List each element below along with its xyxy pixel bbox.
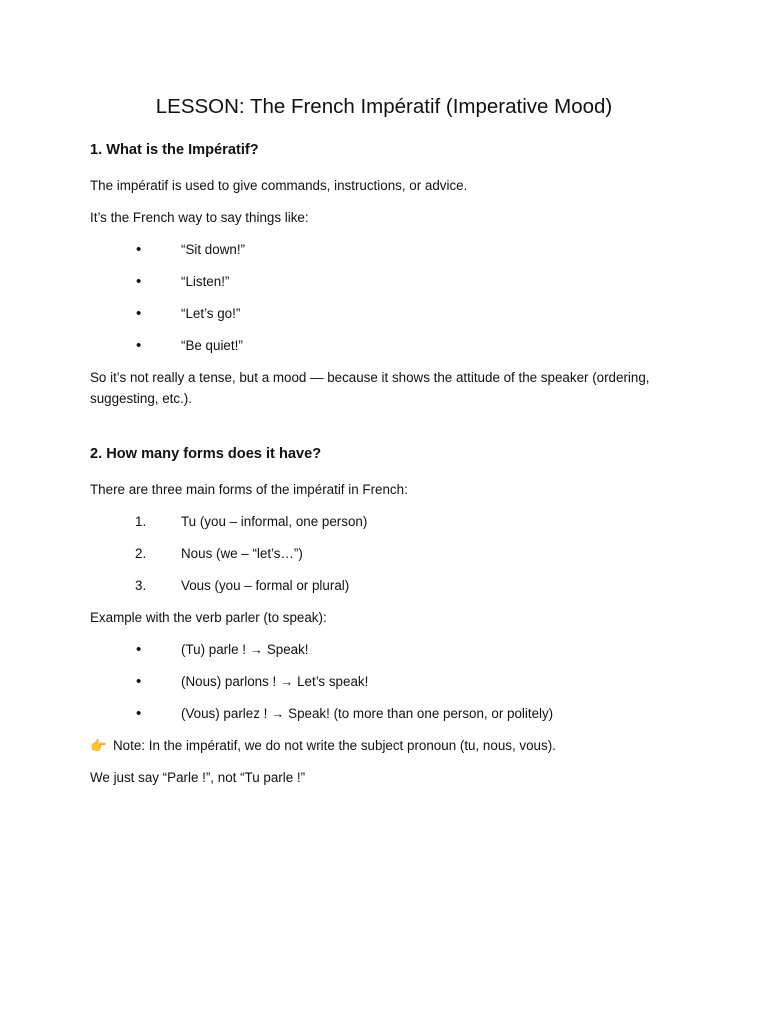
note-followup: We just say “Parle !”, not “Tu parle !” bbox=[90, 770, 306, 785]
list-item-text: “Listen!” bbox=[181, 274, 230, 289]
example-lead: Example with the verb parler (to speak): bbox=[90, 610, 327, 625]
bullet-icon: • bbox=[136, 305, 142, 322]
list-item-text: (Tu) parle ! → Speak! bbox=[181, 642, 309, 657]
list-number: 3. bbox=[135, 578, 147, 593]
list-item bbox=[90, 335, 678, 356]
note-paragraph bbox=[90, 735, 678, 756]
list-item bbox=[90, 303, 678, 324]
section1-lead: It’s the French way to say things like: bbox=[90, 210, 309, 225]
command-examples-list bbox=[90, 239, 678, 356]
list-item bbox=[90, 239, 678, 260]
pointing-hand-icon: 👉 bbox=[90, 738, 107, 753]
bullet-icon: • bbox=[136, 337, 142, 354]
list-item bbox=[90, 543, 678, 564]
list-item bbox=[90, 271, 678, 292]
note-text: Note: In the impératif, we do not write the subject pronoun (tu, nous, vous). bbox=[113, 738, 556, 753]
bullet-icon: • bbox=[136, 705, 142, 722]
list-item bbox=[90, 575, 678, 596]
list-item-text: “Be quiet!” bbox=[181, 338, 243, 353]
forms-list bbox=[90, 511, 678, 596]
list-item-text: “Let’s go!” bbox=[181, 306, 241, 321]
list-item-text: (Nous) parlons ! → Let’s speak! bbox=[181, 674, 369, 689]
section1-heading: 1. What is the Impératif? bbox=[90, 142, 259, 158]
list-item bbox=[90, 639, 678, 660]
bullet-icon: • bbox=[136, 641, 142, 658]
section1-intro: The impératif is used to give commands, instructions, or advice. bbox=[90, 178, 468, 193]
list-item-text: Vous (you – formal or plural) bbox=[181, 578, 350, 593]
section1-conclusion: So it’s not really a tense, but a mood — because it shows the attitude of the speaker (ordering, suggesting, etc.). bbox=[90, 370, 650, 406]
section2-heading: 2. How many forms does it have? bbox=[90, 446, 322, 462]
list-item-text: Tu (you – informal, one person) bbox=[181, 514, 368, 529]
list-item-text: Nous (we – “let’s…”) bbox=[181, 546, 303, 561]
bullet-icon: • bbox=[136, 673, 142, 690]
bullet-icon: • bbox=[136, 273, 142, 290]
bullet-icon: • bbox=[136, 241, 142, 258]
list-item bbox=[90, 511, 678, 532]
list-item-text: “Sit down!” bbox=[181, 242, 245, 257]
list-item bbox=[90, 671, 678, 692]
verb-examples-list bbox=[90, 639, 678, 724]
page-title: LESSON: The French Impératif (Imperative Mood) bbox=[155, 95, 613, 118]
section2-intro: There are three main forms of the impératif in French: bbox=[90, 482, 408, 497]
list-number: 1. bbox=[135, 514, 147, 529]
list-item-text: (Vous) parlez ! → Speak! (to more than one person, or politely) bbox=[181, 706, 554, 721]
list-number: 2. bbox=[135, 546, 147, 561]
list-item bbox=[90, 703, 678, 724]
